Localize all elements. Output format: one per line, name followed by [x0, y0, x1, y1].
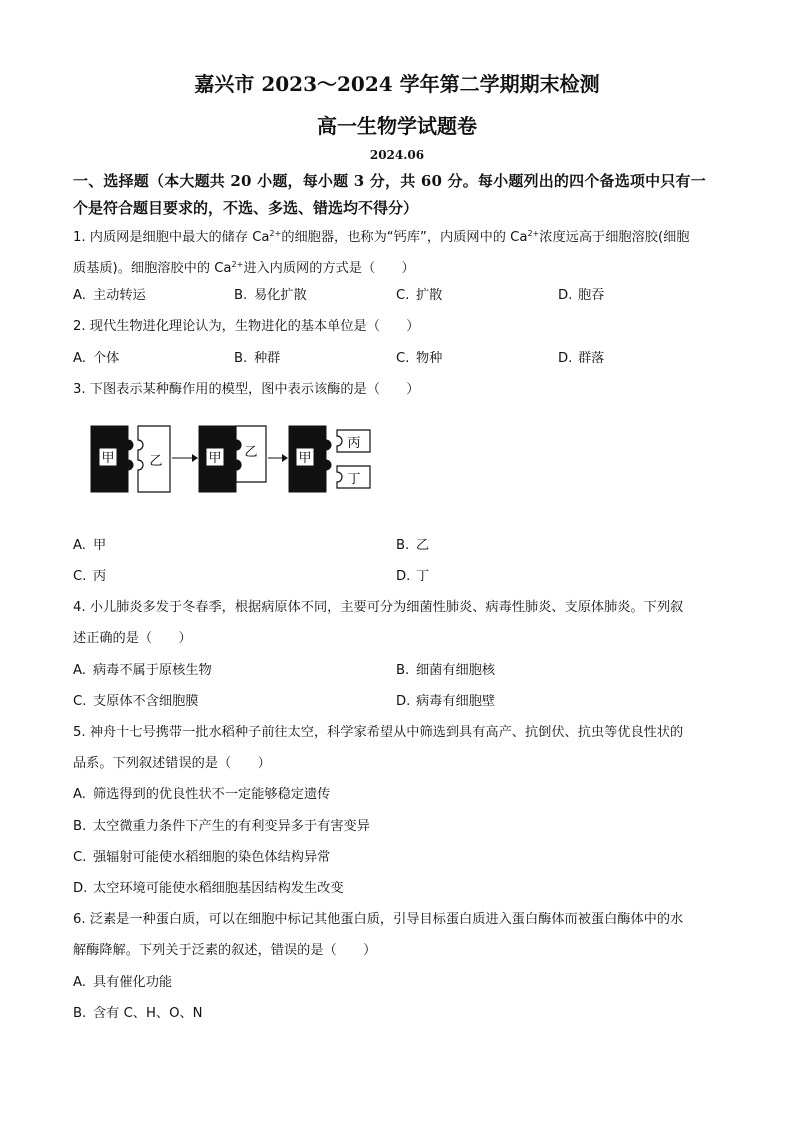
- option-text: 病毒不属于原核生物: [93, 663, 212, 678]
- q3-option-d[interactable]: [396, 567, 429, 587]
- option-text: 强辐射可能使水稻细胞的染色体结构异常: [93, 850, 331, 865]
- q5-option-b[interactable]: [73, 817, 370, 837]
- question-6-line2: 解酶降解。下列关于泛素的叙述，错误的是（ ）: [73, 943, 377, 958]
- option-label: C.: [73, 569, 87, 584]
- q3-option-a[interactable]: [73, 536, 106, 556]
- option-text: 含有 C、H、O、N: [93, 1006, 203, 1021]
- q1-option-c[interactable]: [396, 286, 442, 306]
- q2-option-c[interactable]: [396, 349, 442, 369]
- q2-option-a[interactable]: [73, 349, 119, 369]
- q5-option-c[interactable]: [73, 848, 330, 868]
- q1-sup-2: 2+: [527, 229, 540, 238]
- option-text: 细菌有细胞核: [416, 663, 496, 678]
- q1-sup-1: 2+: [269, 229, 282, 238]
- option-text: 主动转运: [93, 288, 146, 303]
- q6-option-b[interactable]: [73, 1004, 203, 1024]
- question-5-line1: 5. 神舟十七号携带一批水稻种子前往太空，科学家希望从中筛选到具有高产、抗倒伏、抗虫等优良性状的: [73, 725, 684, 740]
- exam-date: 2024.06: [369, 148, 425, 162]
- option-label: C.: [73, 694, 87, 709]
- substrate-yi-label: 乙: [149, 454, 163, 469]
- option-label: D.: [396, 569, 411, 584]
- q3-option-b[interactable]: [396, 536, 429, 556]
- option-label: A.: [73, 538, 86, 553]
- q4-option-d[interactable]: [396, 692, 495, 712]
- exam-title: 嘉兴市 2023～2024 学年第二学期期末检测: [194, 72, 600, 96]
- option-label: B.: [234, 351, 248, 366]
- q1-text-c: 浓度远高于细胞溶胶(细胞: [539, 230, 690, 245]
- option-text: 太空微重力条件下产生的有利变异多于有害变异: [93, 819, 370, 834]
- option-text: 具有催化功能: [93, 975, 173, 990]
- option-label: B.: [396, 663, 410, 678]
- option-text: 太空环境可能使水稻细胞基因结构发生改变: [93, 881, 344, 896]
- q2-option-b[interactable]: [234, 349, 280, 369]
- option-label: D.: [396, 694, 411, 709]
- q1-text-e: 进入内质网的方式是（ ）: [243, 261, 415, 276]
- option-label: C.: [396, 288, 410, 303]
- q4-option-c[interactable]: [73, 692, 199, 712]
- product-ding-label: 丁: [347, 472, 361, 487]
- option-text: 乙: [416, 538, 430, 553]
- question-4-line1: 4. 小儿肺炎多发于冬春季，根据病原体不同，主要可分为细菌性肺炎、病毒性肺炎、支原体肺炎。下列叙: [73, 600, 684, 615]
- option-text: 物种: [416, 351, 443, 366]
- option-label: A.: [73, 663, 86, 678]
- question-2-stem: 2. 现代生物进化理论认为，生物进化的基本单位是（ ）: [73, 319, 420, 334]
- q5-option-a[interactable]: [73, 785, 330, 805]
- q1-text-d: 质基质)。细胞溶胶中的 Ca: [73, 261, 232, 276]
- option-text: 筛选得到的优良性状不一定能够稳定遗传: [93, 787, 331, 802]
- question-6-line1: 6. 泛素是一种蛋白质，可以在细胞中标记其他蛋白质，引导目标蛋白质进入蛋白酶体而被蛋白酶体中的水: [73, 912, 684, 927]
- option-label: D.: [73, 881, 88, 896]
- question-5-line2: 品系。下列叙述错误的是（ ）: [73, 756, 271, 771]
- q4-option-b[interactable]: [396, 661, 495, 681]
- enzyme-jia-label-1: 甲: [101, 451, 115, 466]
- enzyme-model-diagram: [88, 420, 388, 500]
- option-text: 支原体不含细胞膜: [93, 694, 199, 709]
- question-1-line2: [73, 255, 733, 279]
- question-4-line2: 述正确的是（ ）: [73, 631, 192, 646]
- option-label: A.: [73, 975, 86, 990]
- q6-option-a[interactable]: [73, 973, 172, 993]
- section-heading-line1: 一、选择题（本大题共 20 小题，每小题 3 分，共 60 分。每小题列出的四个备选项中只有一: [73, 172, 706, 190]
- q1-option-b[interactable]: [234, 286, 307, 306]
- option-text: 病毒有细胞壁: [416, 694, 496, 709]
- option-text: 个体: [93, 351, 120, 366]
- option-label: A.: [73, 351, 86, 366]
- option-label: B.: [73, 1006, 87, 1021]
- q5-option-d[interactable]: [73, 879, 344, 899]
- section-heading: [73, 168, 728, 222]
- enzyme-jia-label-2: 甲: [208, 451, 222, 466]
- question-1-line1: [73, 224, 733, 248]
- option-label: C.: [396, 351, 410, 366]
- complex-yi-label: 乙: [244, 445, 258, 460]
- q1-text-a: 1. 内质网是细胞中最大的储存 Ca: [73, 230, 270, 245]
- option-label: A.: [73, 787, 86, 802]
- option-label: D.: [558, 288, 573, 303]
- option-text: 群落: [578, 351, 605, 366]
- section-heading-line2: 个是符合题目要求的，不选、多选、错选均不得分）: [73, 199, 419, 217]
- q3-option-c[interactable]: [73, 567, 106, 587]
- exam-subtitle: 高一生物学试题卷: [317, 114, 477, 138]
- option-label: B.: [234, 288, 248, 303]
- option-text: 丙: [93, 569, 107, 584]
- option-text: 易化扩散: [254, 288, 307, 303]
- option-text: 丁: [416, 569, 430, 584]
- q1-text-b: 的细胞器，也称为“钙库”，内质网中的 Ca: [281, 230, 528, 245]
- option-text: 种群: [254, 351, 281, 366]
- q1-option-d[interactable]: [558, 286, 604, 306]
- arrow-2-head: [282, 454, 288, 462]
- option-label: D.: [558, 351, 573, 366]
- q1-option-a[interactable]: [73, 286, 146, 306]
- enzyme-jia-label-3: 甲: [298, 451, 312, 466]
- product-bing-label: 丙: [347, 436, 361, 451]
- option-text: 甲: [93, 538, 107, 553]
- option-label: B.: [73, 819, 87, 834]
- q1-sup-3: 2+: [231, 260, 244, 269]
- option-text: 胞吞: [578, 288, 605, 303]
- q4-option-a[interactable]: [73, 661, 212, 681]
- enzyme-model-svg: [88, 420, 388, 500]
- option-label: C.: [73, 850, 87, 865]
- question-3-stem: 3. 下图表示某种酶作用的模型，图中表示该酶的是（ ）: [73, 382, 420, 397]
- arrow-1-head: [192, 454, 198, 462]
- option-label: A.: [73, 288, 86, 303]
- q2-option-d[interactable]: [558, 349, 604, 369]
- option-text: 扩散: [416, 288, 443, 303]
- option-label: B.: [396, 538, 410, 553]
